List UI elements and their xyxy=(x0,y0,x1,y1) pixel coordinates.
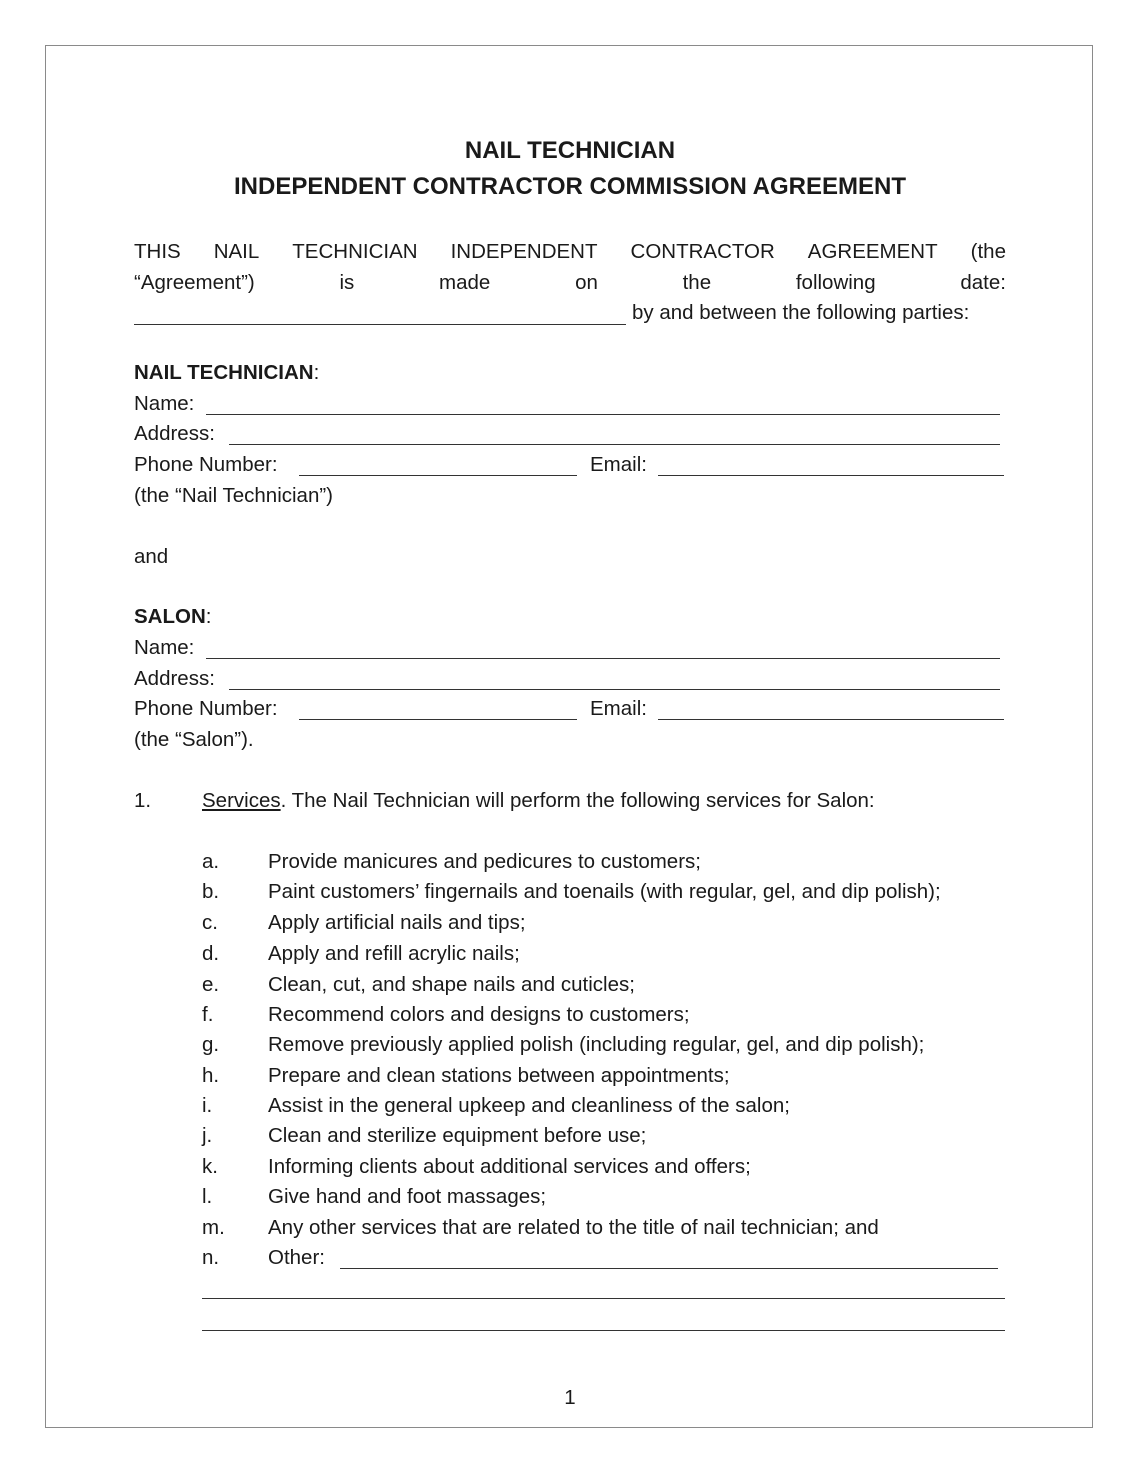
intro-word: (the xyxy=(970,240,1006,263)
salon-phone-label: Phone Number: xyxy=(134,697,278,720)
service-item-text: Prepare and clean stations between appointments; xyxy=(268,1064,730,1087)
service-item-letter: g. xyxy=(202,1033,220,1056)
intro-row-1 xyxy=(134,240,1006,264)
salon-address-label: Address: xyxy=(134,667,215,690)
intro-row-3-text: by and between the following parties: xyxy=(632,301,970,324)
technician-phone-field[interactable] xyxy=(299,475,577,476)
service-item-text: Apply artificial nails and tips; xyxy=(268,911,526,934)
page-number: 1 xyxy=(564,1386,576,1409)
technician-name-label: Name: xyxy=(134,392,195,415)
salon-heading-colon: : xyxy=(205,605,212,628)
technician-phone-label: Phone Number: xyxy=(134,453,278,476)
other-services-field[interactable] xyxy=(340,1268,998,1269)
section-1-body: . The Nail Technician will perform the following services for Salon: xyxy=(280,789,875,812)
technician-heading-label: NAIL TECHNICIAN xyxy=(134,361,314,384)
salon-address-field[interactable] xyxy=(229,689,1000,690)
service-item-letter: a. xyxy=(202,850,220,873)
section-1-number: 1. xyxy=(134,789,152,812)
section-1-text xyxy=(202,789,875,813)
salon-phone-field[interactable] xyxy=(299,719,577,720)
service-item-text: Other: xyxy=(268,1246,325,1269)
intro-word: on xyxy=(575,271,598,294)
service-item-letter: n. xyxy=(202,1246,220,1269)
service-item-letter: c. xyxy=(202,911,218,934)
intro-word: AGREEMENT xyxy=(807,240,938,263)
service-item-text: Provide manicures and pedicures to customers; xyxy=(268,850,701,873)
service-item-letter: e. xyxy=(202,973,220,996)
salon-name-field[interactable] xyxy=(206,658,1000,659)
service-item-text: Assist in the general upkeep and cleanliness of the salon; xyxy=(268,1094,790,1117)
salon-alias: (the “Salon”). xyxy=(134,728,254,751)
other-services-field-line-3[interactable] xyxy=(202,1330,1005,1331)
technician-address-label: Address: xyxy=(134,422,215,445)
technician-alias: (the “Nail Technician”) xyxy=(134,484,334,507)
service-item-letter: m. xyxy=(202,1216,225,1239)
technician-heading-colon: : xyxy=(313,361,320,384)
service-item-text: Clean and sterilize equipment before use; xyxy=(268,1124,647,1147)
service-item-letter: f. xyxy=(202,1003,214,1026)
intro-word: TECHNICIAN xyxy=(292,240,418,263)
service-item-letter: b. xyxy=(202,880,220,903)
technician-address-field[interactable] xyxy=(229,444,1000,445)
technician-email-label: Email: xyxy=(590,453,647,476)
intro-word: THIS xyxy=(134,240,181,263)
service-item-text: Informing clients about additional services and offers; xyxy=(268,1155,751,1178)
intro-word: CONTRACTOR xyxy=(630,240,775,263)
service-item-text: Any other services that are related to the title of nail technician; and xyxy=(268,1216,879,1239)
intro-word: following xyxy=(795,271,876,294)
service-item-letter: h. xyxy=(202,1064,220,1087)
service-item-text: Apply and refill acrylic nails; xyxy=(268,942,520,965)
section-1-heading: Services xyxy=(202,789,281,812)
service-item-text: Paint customers’ fingernails and toenails (with regular, gel, and dip polish); xyxy=(268,880,941,903)
service-item-letter: l. xyxy=(202,1185,213,1208)
service-item-letter: j. xyxy=(202,1124,213,1147)
intro-word: date: xyxy=(960,271,1006,294)
service-item-letter: i. xyxy=(202,1094,213,1117)
technician-email-field[interactable] xyxy=(658,475,1004,476)
service-item-text: Give hand and foot massages; xyxy=(268,1185,547,1208)
salon-heading xyxy=(134,605,211,629)
salon-email-label: Email: xyxy=(590,697,647,720)
document-title-line1: NAIL TECHNICIAN xyxy=(464,137,676,164)
intro-word: “Agreement”) xyxy=(134,271,255,294)
technician-name-field[interactable] xyxy=(206,414,1000,415)
intro-word: is xyxy=(339,271,355,294)
salon-name-label: Name: xyxy=(134,636,195,659)
other-services-field-line-2[interactable] xyxy=(202,1298,1005,1299)
intro-word: NAIL xyxy=(213,240,260,263)
document-title-line2: INDEPENDENT CONTRACTOR COMMISSION AGREEMENT xyxy=(233,173,907,200)
intro-word: made xyxy=(439,271,491,294)
intro-row-2 xyxy=(134,271,1006,295)
service-item-text: Clean, cut, and shape nails and cuticles; xyxy=(268,973,635,996)
service-item-text: Remove previously applied polish (including regular, gel, and dip polish); xyxy=(268,1033,925,1056)
technician-heading xyxy=(134,361,319,385)
salon-heading-label: SALON xyxy=(134,605,206,628)
intro-word: INDEPENDENT xyxy=(450,240,598,263)
service-item-letter: k. xyxy=(202,1155,218,1178)
service-item-text: Recommend colors and designs to customers; xyxy=(268,1003,690,1026)
and-word: and xyxy=(134,545,169,568)
service-item-letter: d. xyxy=(202,942,220,965)
intro-word: the xyxy=(682,271,712,294)
agreement-date-line[interactable] xyxy=(134,324,626,325)
salon-email-field[interactable] xyxy=(658,719,1004,720)
